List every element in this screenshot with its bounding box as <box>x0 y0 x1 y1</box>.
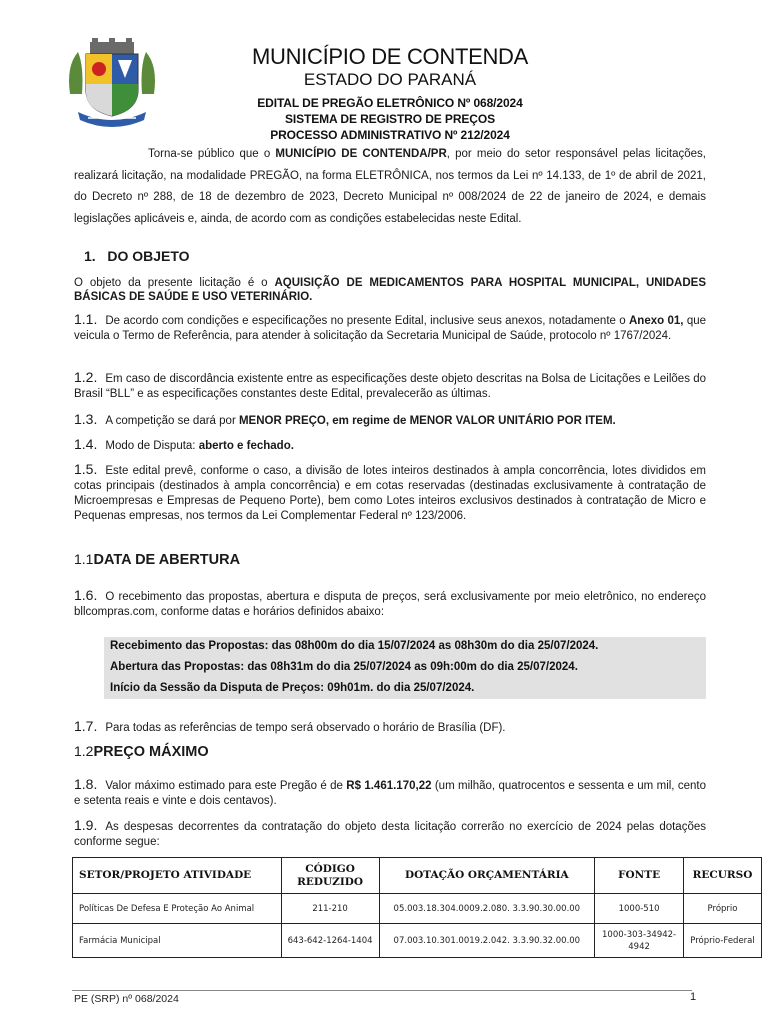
criterion-bold: MENOR PREÇO, em regime de MENOR VALOR UNITÁRIO POR ITEM. <box>238 415 616 427</box>
page-number: 1 <box>690 991 697 1003</box>
subsection-title: DATA DE ABERTURA <box>93 552 241 568</box>
clause-text-rest: que veicula o Termo de Referência, para atender à solicitação da Secretaria Municipal de Saúde, protocolo nº 1767/2024. <box>74 315 707 342</box>
subsection-1-1-heading <box>74 551 240 568</box>
clause-1-5 <box>74 462 706 524</box>
clause-text: Em caso de discordância existente entre as especificações deste objeto descritas na Bolsa de Licitações e Leilões do Brasil “BLL” e as especificações constantes deste Edital, prevalecerão as últimas. <box>74 373 706 400</box>
annex-reference: Anexo 01, <box>629 315 684 327</box>
clause-number: 1.8. <box>74 776 98 792</box>
clause-number: 1.4. <box>74 436 98 452</box>
clause-number: 1.2. <box>74 369 98 385</box>
table-cell: 05.003.18.304.0009.2.080. 3.3.90.30.00.00 <box>379 894 595 924</box>
clause-1-9 <box>74 818 706 850</box>
intro-paragraph <box>74 144 706 230</box>
table-cell: Próprio-Federal <box>684 924 762 958</box>
clause-1-8 <box>74 777 706 809</box>
clause-text: A competição se dará por <box>105 415 239 427</box>
footer-divider <box>72 990 692 991</box>
clause-1-7 <box>74 719 706 736</box>
clause-number: 1.6. <box>74 587 98 603</box>
column-header: RECURSO <box>684 858 762 894</box>
clause-number: 1.1. <box>74 311 98 327</box>
budget-allocation-table <box>72 857 762 958</box>
column-header: DOTAÇÃO ORÇAMENTÁRIA <box>379 858 595 894</box>
clause-text: Este edital prevê, conforme o caso, a divisão de lotes inteiros destinados à ampla concorrência, lotes divididos em cotas principais (destinados à ampla concorrência) e em cotas reservadas (destinadas exclusivamente à contratação de Microempresas e Empresas de Pequeno Porte), bem como Lotes inteiros exclusivos destinados à contratação de Micro e Pequenas empresas, nos termos da Lei Complementar Federal nº 123/2006. <box>74 465 706 522</box>
clause-number: 1.7. <box>74 718 98 734</box>
object-text: O objeto da presente licitação é o <box>74 277 275 289</box>
table-cell: Próprio <box>684 894 762 924</box>
process-title: PROCESSO ADMINISTRATIVO Nº 212/2024 <box>270 128 510 142</box>
clause-text: Valor máximo estimado para este Pregão é de <box>105 780 347 792</box>
proposal-opening-date: Abertura das Propostas: das 08h31m do dia 25/07/2024 as 09h:00m do dia 25/07/2024. <box>110 661 578 673</box>
clause-text: O recebimento das propostas, abertura e disputa de preços, será exclusivamente por meio eletrônico, no endereço bllcompras.com, conforme datas e horários definidos abaixo: <box>74 591 706 618</box>
clause-number: 1.5. <box>74 461 98 477</box>
clause-1-1 <box>74 312 706 344</box>
edital-title: EDITAL DE PREGÃO ELETRÔNICO Nº 068/2024 <box>257 96 523 110</box>
footer-reference: PE (SRP) nº 068/2024 <box>74 993 179 1005</box>
clause-text-rest: (um milhão, quatrocentos e sessenta e um mil, cento e setenta reais e vinte e dois centavos). <box>74 780 706 807</box>
intro-municipality-bold: MUNICÍPIO DE CONTENDA/PR <box>275 148 447 160</box>
clause-1-3 <box>74 412 706 429</box>
column-header: CÓDIGO REDUZIDO <box>281 858 379 894</box>
municipality-title: MUNICÍPIO DE CONTENDA <box>251 44 529 69</box>
state-title: ESTADO DO PARANÁ <box>303 70 477 89</box>
dispute-mode-bold: aberto e fechado. <box>198 440 294 452</box>
table-cell: Farmácia Municipal <box>73 924 282 958</box>
table-cell: 1000-303-34942-4942 <box>595 924 684 958</box>
object-description: AQUISIÇÃO DE MEDICAMENTOS PARA HOSPITAL MUNICIPAL, UNIDADES BÁSICAS DE SAÚDE E USO VETERINÁRIO. <box>74 277 706 303</box>
clause-number: 1.9. <box>74 817 98 833</box>
object-paragraph <box>74 276 706 304</box>
column-header: SETOR/PROJETO ATIVIDADE <box>73 858 282 894</box>
subsection-1-2-heading <box>74 743 209 760</box>
table-cell: Políticas De Defesa E Proteção Ao Animal <box>73 894 282 924</box>
table-row <box>73 924 762 958</box>
clause-text: De acordo com condições e especificações no presente Edital, inclusive seus anexos, notadamente o <box>105 315 629 327</box>
table-row <box>73 894 762 924</box>
column-header: FONTE <box>595 858 684 894</box>
table-header-row <box>73 858 762 894</box>
clause-text: Modo de Disputa: <box>105 440 199 452</box>
section-number: 1. <box>84 248 96 264</box>
table-cell: 211-210 <box>281 894 379 924</box>
clause-text: As despesas decorrentes da contratação do objeto desta licitação correrão no exercício de 2024 pelas dotações conforme segue: <box>74 821 706 848</box>
intro-text: Torna-se público que o <box>148 148 276 160</box>
clause-1-2 <box>74 370 706 402</box>
max-value-amount: R$ 1.461.170,22 <box>346 780 432 792</box>
section-1-heading <box>84 248 190 264</box>
table-cell: 07.003.10.301.0019.2.042. 3.3.90.32.00.00 <box>379 924 595 958</box>
section-title: DO OBJETO <box>107 248 190 264</box>
table-cell: 643-642-1264-1404 <box>281 924 379 958</box>
subsection-number: 1.1 <box>74 551 94 567</box>
dispute-session-start: Início da Sessão da Disputa de Preços: 09h01m. do dia 25/07/2024. <box>110 682 475 694</box>
subsection-number: 1.2 <box>74 743 94 759</box>
table-cell: 1000-510 <box>595 894 684 924</box>
registration-system-title: SISTEMA DE REGISTRO DE PREÇOS <box>284 112 496 126</box>
clause-1-4 <box>74 437 706 454</box>
clause-number: 1.3. <box>74 411 98 427</box>
proposal-receipt-date: Recebimento das Propostas: das 08h00m do dia 15/07/2024 as 08h30m do dia 25/07/2024. <box>110 640 599 652</box>
clause-1-6 <box>74 588 706 620</box>
subsection-title: PREÇO MÁXIMO <box>93 744 209 760</box>
clause-text: Para todas as referências de tempo será observado o horário de Brasília (DF). <box>105 722 506 734</box>
municipal-coat-of-arms-icon <box>64 36 160 128</box>
intro-text-rest: , por meio do setor responsável pelas licitações, realizará licitação, na modalidade PREGÃO, na forma ELETRÔNICA, nos termos da Lei nº 14.133, de 1º de abril de 2021, do Decreto nº 288, de 18 de dezembro de 2023, Decreto Municipal nº 008/2024 de 22 de janeiro de 2024, e demais legislações aplicáveis e, ainda, de acordo com as condições estabelecidas neste Edital. <box>74 148 706 225</box>
